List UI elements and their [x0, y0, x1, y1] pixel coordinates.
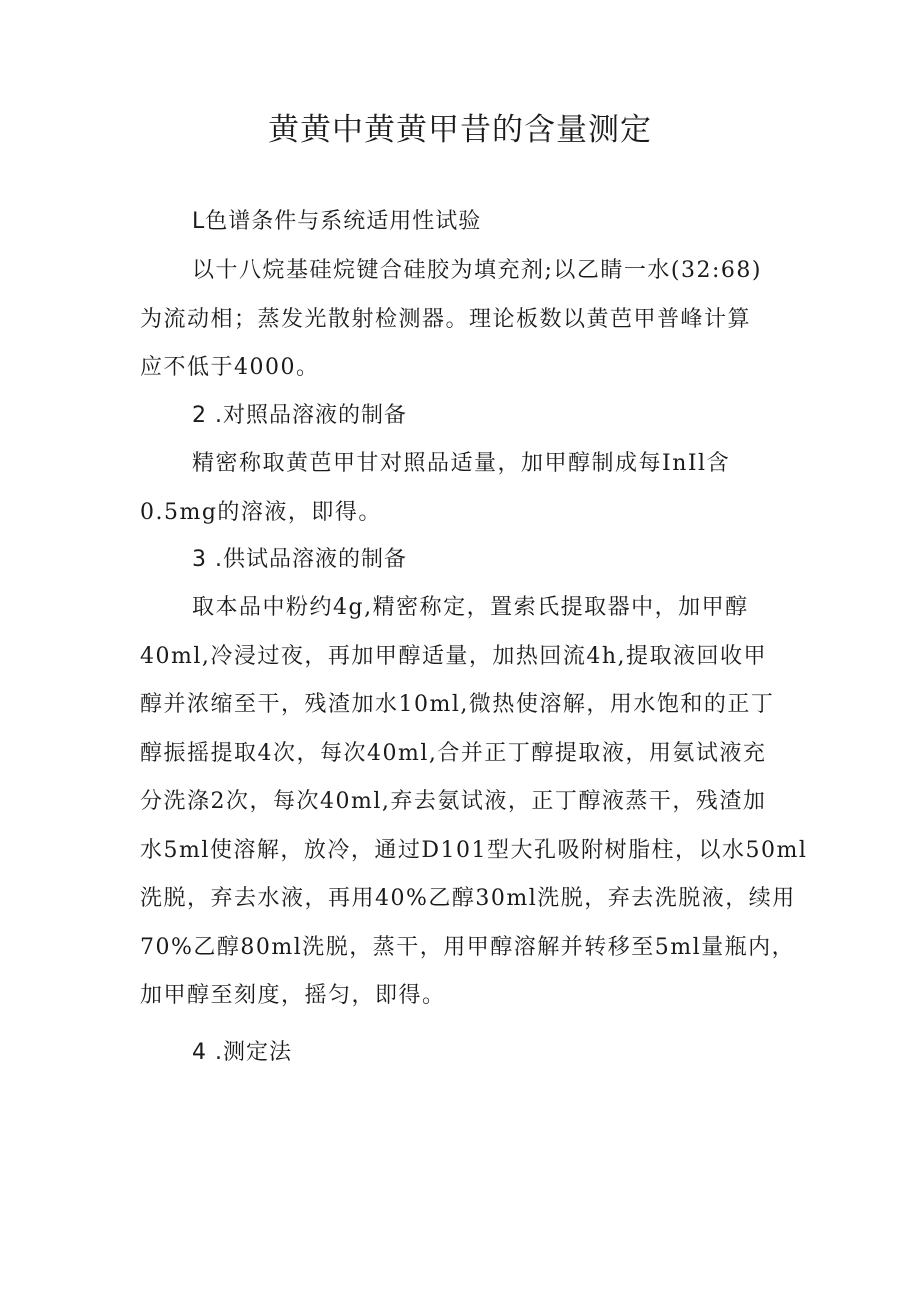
paragraph-line: 洗脱，弃去水液，再用40%乙醇30ml洗脱，弃去洗脱液，续用 [140, 886, 796, 911]
section-heading-chromatography: L色谱条件与系统适用性试验 [192, 209, 482, 234]
paragraph-line: 为流动相；蒸发光散射检测器。理论板数以黄芭甲普峰计算 [140, 307, 752, 332]
paragraph-line: 40ml,冷浸过夜，再加甲醇适量，加热回流4h,提取液回收甲 [140, 644, 768, 669]
paragraph-line: 应不低于4000。 [140, 355, 320, 380]
paragraph-line: 0.5mg的溶液，即得。 [140, 500, 382, 525]
paragraph-line: 70%乙醇80ml洗脱，蒸干，用甲醇溶解并转移至5ml量瓶内， [140, 935, 796, 960]
paragraph-line: 水5ml使溶解，放冷，通过D101型大孔吸附树脂柱，以水50ml [140, 838, 808, 863]
paragraph-line: 取本品中粉约4g,精密称定，置索氏提取器中，加甲醇 [192, 595, 749, 620]
paragraph-line: 精密称取黄芭甲甘对照品适量，加甲醇制成每InIl含 [192, 451, 731, 476]
paragraph-line: 分洗涤2次，每次40ml,弃去氨试液，正丁醇液蒸干，残渣加 [140, 789, 767, 814]
paragraph-line: 以十八烷基硅烷键合硅胶为填充剂;以乙睛一水(32:68) [192, 258, 762, 283]
section-heading-reference-solution: 2 .对照品溶液的制备 [192, 403, 407, 428]
section-heading-assay-method: 4 .测定法 [192, 1040, 292, 1065]
section-heading-test-solution: 3 .供试品溶液的制备 [192, 547, 407, 572]
paragraph-line: 醇并浓缩至干，残渣加水10ml,微热使溶解，用水饱和的正丁 [140, 692, 775, 717]
paragraph-line: 加甲醇至刻度，摇匀，即得。 [140, 983, 446, 1008]
document-title: 黄黄中黄黄甲昔的含量测定 [268, 112, 652, 148]
paragraph-line: 醇振摇提取4次，每次40ml,合并正丁醇提取液，用氨试液充 [140, 741, 767, 766]
